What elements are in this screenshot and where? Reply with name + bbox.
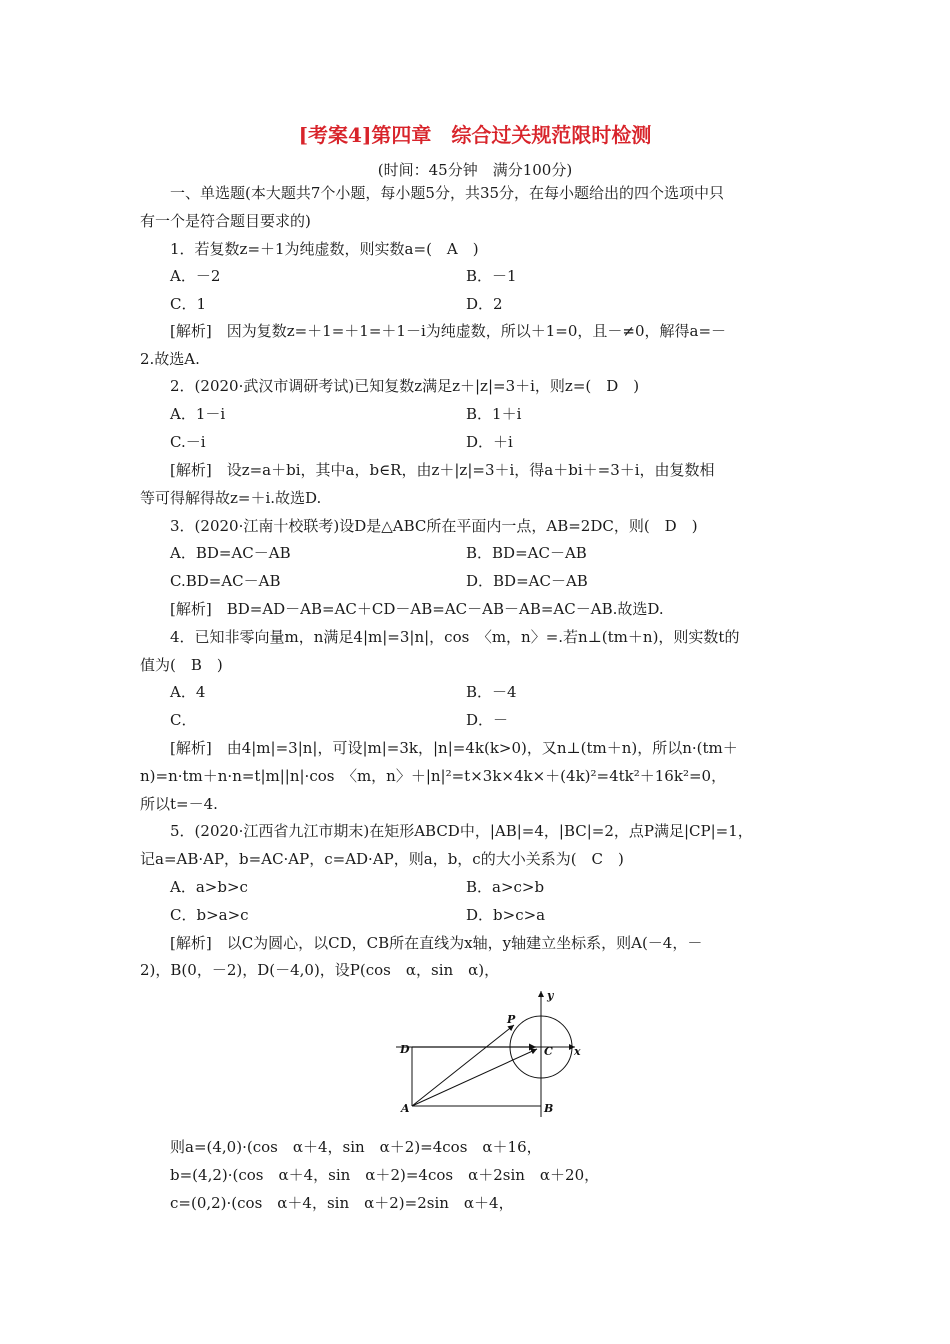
- q4-stem-line1: 4．已知非零向量m，n满足4|m|=3|n|，cos 〈m，n〉=.若n⊥(tm＋n)，则实数t的: [170, 628, 740, 646]
- q3-stem: 3．(2020·江南十校联考)设D是△ABC所在平面内一点，AB=2DC，则( D ): [170, 517, 698, 535]
- q4-analysis-line2: n)=n·tm＋n·n=t|m||n|·cos 〈m，n〉＋|n|²=t×3k×4k×＋(4k)²=4tk²＋16k²=0，: [140, 767, 727, 785]
- q1-option-d: D．2: [466, 295, 503, 313]
- q4-stem-line2: 值为( B ): [140, 656, 223, 674]
- q1-option-a: A．－2: [170, 267, 221, 285]
- q1-stem: 1．若复数z=＋1为纯虚数，则实数a=( A ): [170, 240, 479, 258]
- q4-option-d: D．－: [466, 711, 509, 729]
- q1-analysis-line1: [解析] 因为复数z=＋1=＋1=＋1－i为纯虚数，所以＋1=0，且－≠0，解得a=－: [170, 322, 727, 340]
- q2-option-a: A．1－i: [170, 405, 226, 423]
- q1-analysis-line2: 2.故选A.: [140, 350, 200, 368]
- page-subtitle: (时间：45分钟 满分100分): [377, 161, 573, 179]
- label-p: P: [507, 1013, 516, 1026]
- q2-analysis-line2: 等可得解得故z=＋i.故选D.: [140, 489, 322, 507]
- section-heading-line1: 一、单选题(本大题共7个小题，每小题5分，共35分，在每小题给出的四个选项中只: [170, 184, 725, 202]
- q4-option-c: C．: [170, 711, 197, 729]
- q4-analysis-line1: [解析] 由4|m|=3|n|，可设|m|=3k，|n|=4k(k>0)，又n⊥(tm＋n)，所以n·(tm＋: [170, 739, 738, 757]
- label-a: A: [401, 1102, 410, 1115]
- label-b: B: [544, 1102, 554, 1115]
- q5-calc-c: c=(0,2)·(cos α＋4，sin α＋2)=2sin α＋4，: [170, 1194, 514, 1212]
- q5-analysis-line1: [解析] 以C为圆心，以CD，CB所在直线为x轴，y轴建立坐标系，则A(－4，－: [170, 934, 703, 952]
- label-d: D: [400, 1043, 410, 1056]
- q2-option-c: C.－i: [170, 433, 206, 451]
- vector-ac: [412, 1049, 537, 1106]
- label-c: C: [544, 1045, 553, 1058]
- q1-option-c: C．1: [170, 295, 207, 313]
- q2-option-d: D．＋i: [466, 433, 513, 451]
- vector-ap: [412, 1025, 514, 1106]
- q4-analysis-line3: 所以t=－4.: [140, 795, 218, 813]
- q5-option-c: C．b>a>c: [170, 906, 249, 924]
- q2-option-b: B．1＋i: [466, 405, 522, 423]
- q3-option-b: B．BD=AC－AB: [466, 544, 587, 562]
- section-heading-line2: 有一个是符合题目要求的): [140, 212, 311, 230]
- label-y: y: [547, 989, 554, 1002]
- q3-option-a: A．BD=AC－AB: [170, 544, 291, 562]
- page-title: [考案4]第四章 综合过关规范限时检测: [298, 123, 652, 147]
- coordinate-figure: [390, 985, 590, 1120]
- q5-calc-a: 则a=(4,0)·(cos α＋4，sin α＋2)=4cos α＋16，: [170, 1138, 542, 1156]
- q5-calc-b: b=(4,2)·(cos α＋4，sin α＋2)=4cos α＋2sin α＋20，: [170, 1166, 600, 1184]
- q5-stem-line2: 记a=AB·AP，b=AC·AP，c=AD·AP，则a，b，c的大小关系为( C ): [140, 850, 624, 868]
- q5-analysis-line2: 2)，B(0，－2)，D(－4,0)，设P(cos α，sin α)，: [140, 961, 500, 979]
- q2-analysis-line1: [解析] 设z=a＋bi，其中a，b∈R，由z＋|z|=3＋i，得a＋bi＋=3＋i，由复数相: [170, 461, 715, 479]
- q4-option-b: B．－4: [466, 683, 517, 701]
- q1-option-b: B．－1: [466, 267, 517, 285]
- q3-analysis-line1: [解析] BD=AD－AB=AC＋CD－AB=AC－AB－AB=AC－AB.故选D.: [170, 600, 664, 618]
- q5-stem-line1: 5．(2020·江西省九江市期末)在矩形ABCD中，|AB|=4，|BC|=2，点P满足|CP|=1，: [170, 822, 753, 840]
- q2-stem: 2．(2020·武汉市调研考试)已知复数z满足z＋|z|=3＋i，则z=( D ): [170, 377, 640, 395]
- q5-option-a: A．a>b>c: [170, 878, 248, 896]
- q3-option-c: C.BD=AC－AB: [170, 572, 281, 590]
- q4-option-a: A．4: [170, 683, 206, 701]
- label-x: x: [574, 1045, 581, 1058]
- q3-option-d: D．BD=AC－AB: [466, 572, 588, 590]
- q5-option-b: B．a>c>b: [466, 878, 545, 896]
- q5-option-d: D．b>c>a: [466, 906, 546, 924]
